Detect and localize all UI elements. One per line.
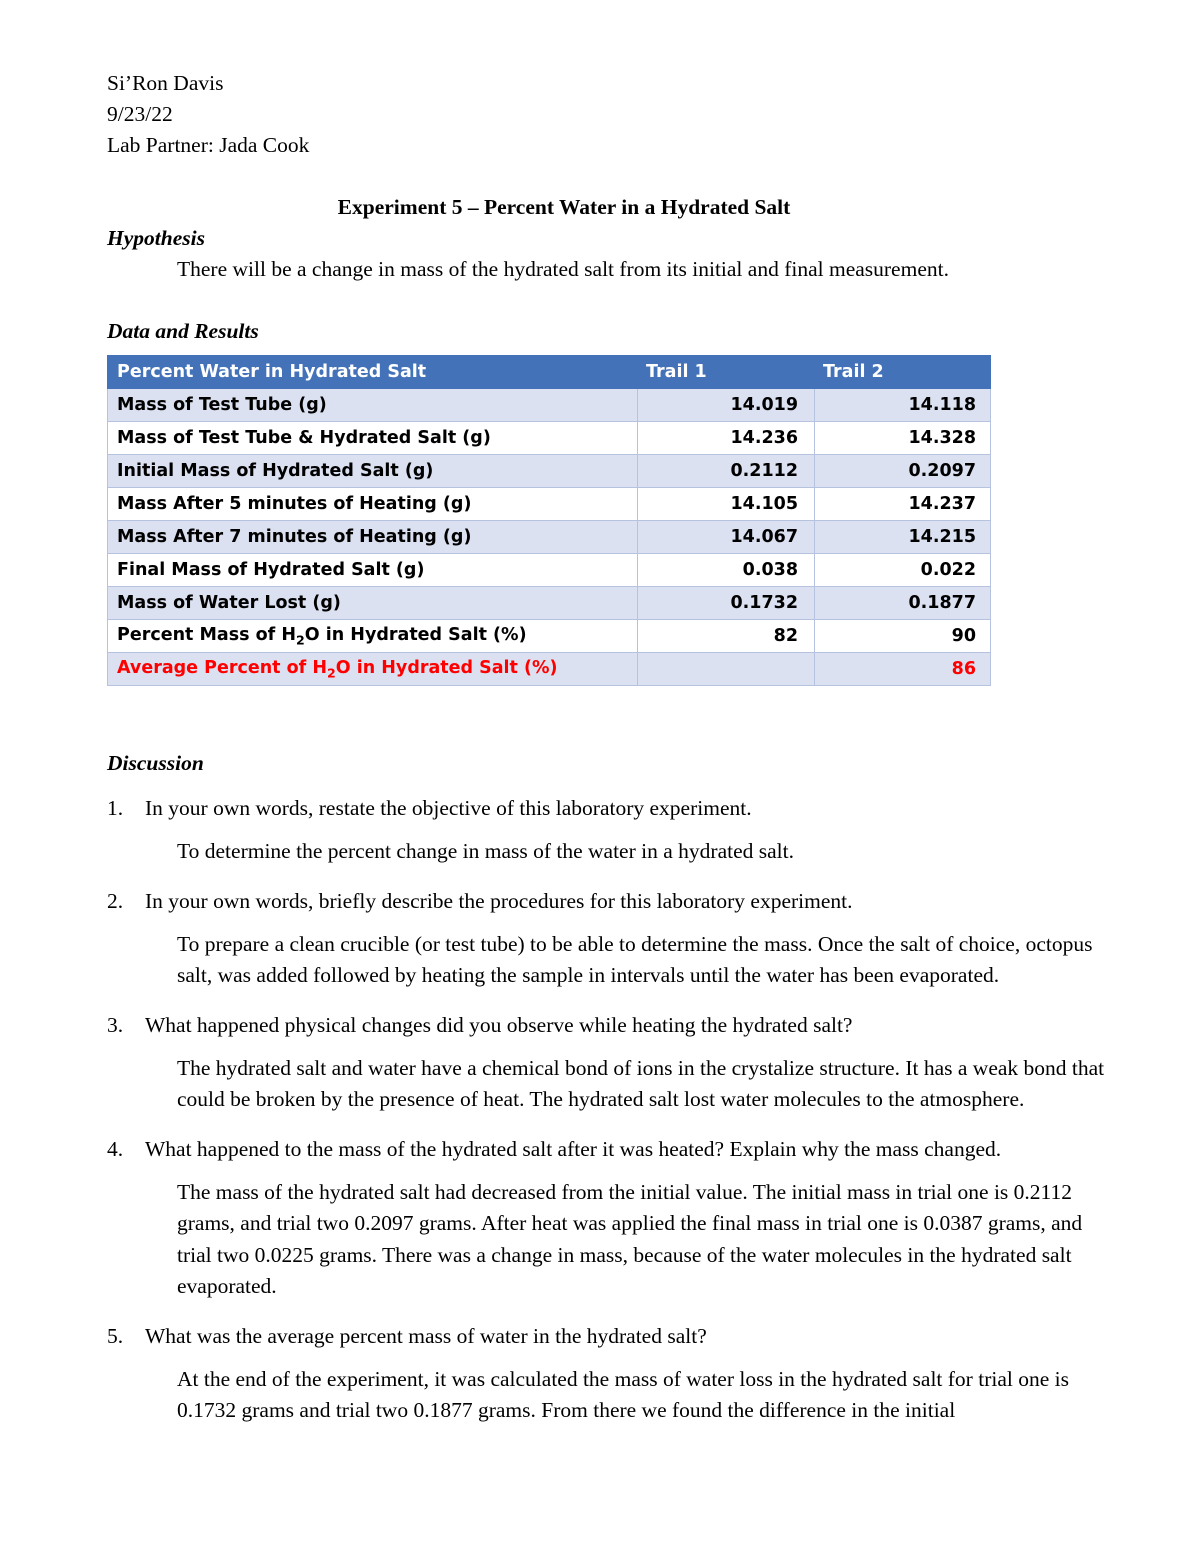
discussion-list	[107, 793, 1117, 1427]
discussion-question-row	[107, 1134, 1117, 1165]
table-cell-trail2: 14.118	[815, 389, 991, 422]
discussion-answer-text: The mass of the hydrated salt had decreased from the initial value. The initial mass in trial one is 0.2112 grams, and trial two 0.2097 grams. After heat was applied the final mass in trial one is 0.0387 grams, and trial two 0.0225 grams. There was a change in mass, because of the water molecules in the hydrated salt evaporated.	[177, 1179, 1083, 1298]
table-row	[108, 455, 991, 488]
discussion-item	[107, 1134, 1117, 1303]
table-cell-trail1: 0.1732	[638, 587, 815, 620]
table-cell-trail1: 0.2112	[638, 455, 815, 488]
column-header-trail1: Trail 1	[638, 356, 815, 389]
table-cell-label: Initial Mass of Hydrated Salt (g)	[108, 455, 638, 488]
table-cell-trail1: 14.067	[638, 521, 815, 554]
table-row	[108, 620, 991, 653]
table-cell-label: Mass of Test Tube (g)	[108, 389, 638, 422]
hypothesis-body: There will be a change in mass of the hydrated salt from its initial and final measurement.	[177, 257, 949, 281]
table-row	[108, 422, 991, 455]
discussion-item-number: 5.	[107, 1323, 124, 1348]
table-cell-trail2: 14.215	[815, 521, 991, 554]
table-cell-label: Mass of Water Lost (g)	[108, 587, 638, 620]
table-cell-label: Final Mass of Hydrated Salt (g)	[108, 554, 638, 587]
table-row	[108, 521, 991, 554]
percent-water-table	[107, 355, 991, 686]
table-cell-trail2: 0.2097	[815, 455, 991, 488]
table-cell-label: Mass of Test Tube & Hydrated Salt (g)	[108, 422, 638, 455]
discussion-question-text: In your own words, briefly describe the procedures for this laboratory experiment.	[145, 888, 853, 913]
discussion-question-text: What happened physical changes did you observe while heating the hydrated salt?	[145, 1012, 853, 1037]
discussion-item-number: 2.	[107, 888, 124, 913]
discussion-item-number: 3.	[107, 1012, 124, 1037]
table-cell-trail1: 14.236	[638, 422, 815, 455]
table-cell-label: Mass After 7 minutes of Heating (g)	[108, 521, 638, 554]
discussion-answer-text: To prepare a clean crucible (or test tube) to be able to determine the mass. Once the salt of choice, octopus salt, was added followed by heating the sample in intervals until the water has been evaporated.	[177, 931, 1093, 987]
table-cell-trail2: 86	[815, 653, 991, 686]
table-cell-trail2: 0.022	[815, 554, 991, 587]
discussion-heading: Discussion	[107, 751, 204, 775]
document-content	[107, 68, 1117, 1427]
discussion-item-number: 1.	[107, 796, 124, 820]
discussion-question-text: What was the average percent mass of water in the hydrated salt?	[145, 1323, 707, 1348]
table-body	[108, 389, 991, 686]
spacer	[107, 285, 1117, 316]
table-row	[108, 587, 991, 620]
discussion-item	[107, 1321, 1117, 1427]
discussion-answer-text: To determine the percent change in mass of the water in a hydrated salt.	[177, 839, 794, 863]
author-name: Si’Ron Davis	[107, 71, 224, 95]
table-cell-trail2: 90	[815, 620, 991, 653]
discussion-question-row	[107, 1010, 1117, 1041]
hypothesis-heading: Hypothesis	[107, 226, 205, 250]
table-cell-trail1	[638, 653, 815, 686]
table-cell-trail2: 0.1877	[815, 587, 991, 620]
column-header-trail2: Trail 2	[815, 356, 991, 389]
lab-partner-line: Lab Partner: Jada Cook	[107, 133, 310, 157]
table-header	[108, 356, 991, 389]
table-cell-trail2: 14.328	[815, 422, 991, 455]
document-date: 9/23/22	[107, 102, 173, 126]
table-row	[108, 653, 991, 686]
table-cell-label: Percent Mass of $H_2O$ in Hydrated Salt (%)	[108, 620, 638, 653]
table-cell-trail1: 0.038	[638, 554, 815, 587]
discussion-question-text: What happened to the mass of the hydrated salt after it was heated? Explain why the mass changed.	[145, 1136, 1002, 1161]
table-cell-label: Mass After 5 minutes of Heating (g)	[108, 488, 638, 521]
discussion-answer-text: At the end of the experiment, it was calculated the mass of water loss in the hydrated salt for trial one is 0.1732 grams and trial two 0.1877 grams. From there we found the difference in the initial	[177, 1366, 1069, 1422]
discussion-item	[107, 1010, 1117, 1116]
discussion-item	[107, 886, 1117, 992]
table-cell-trail2: 14.237	[815, 488, 991, 521]
table-row	[108, 389, 991, 422]
discussion-question-row	[107, 886, 1117, 917]
column-header-label: Percent Water in Hydrated Salt	[108, 356, 638, 389]
data-table-container	[107, 355, 976, 686]
discussion-question-text: In your own words, restate the objective of this laboratory experiment.	[145, 796, 752, 820]
table-header-row	[108, 356, 991, 389]
table-cell-label: Average Percent of $H_2O$ in Hydrated Salt (%)	[108, 653, 638, 686]
table-row	[108, 554, 991, 587]
discussion-question-row	[107, 1321, 1117, 1352]
discussion-item-number: 4.	[107, 1136, 124, 1161]
table-cell-trail1: 82	[638, 620, 815, 653]
discussion-item	[107, 793, 1117, 868]
page-title: Experiment 5 – Percent Water in a Hydrated Salt	[337, 195, 791, 219]
data-and-results-heading: Data and Results	[107, 319, 259, 343]
table-cell-trail1: 14.105	[638, 488, 815, 521]
table-row	[108, 488, 991, 521]
table-cell-trail1: 14.019	[638, 389, 815, 422]
discussion-question-row	[107, 793, 1117, 824]
discussion-answer-text: The hydrated salt and water have a chemical bond of ions in the crystalize structure. It has a weak bond that could be broken by the presence of heat. The hydrated salt lost water molecules to the atmosphere.	[177, 1055, 1105, 1111]
